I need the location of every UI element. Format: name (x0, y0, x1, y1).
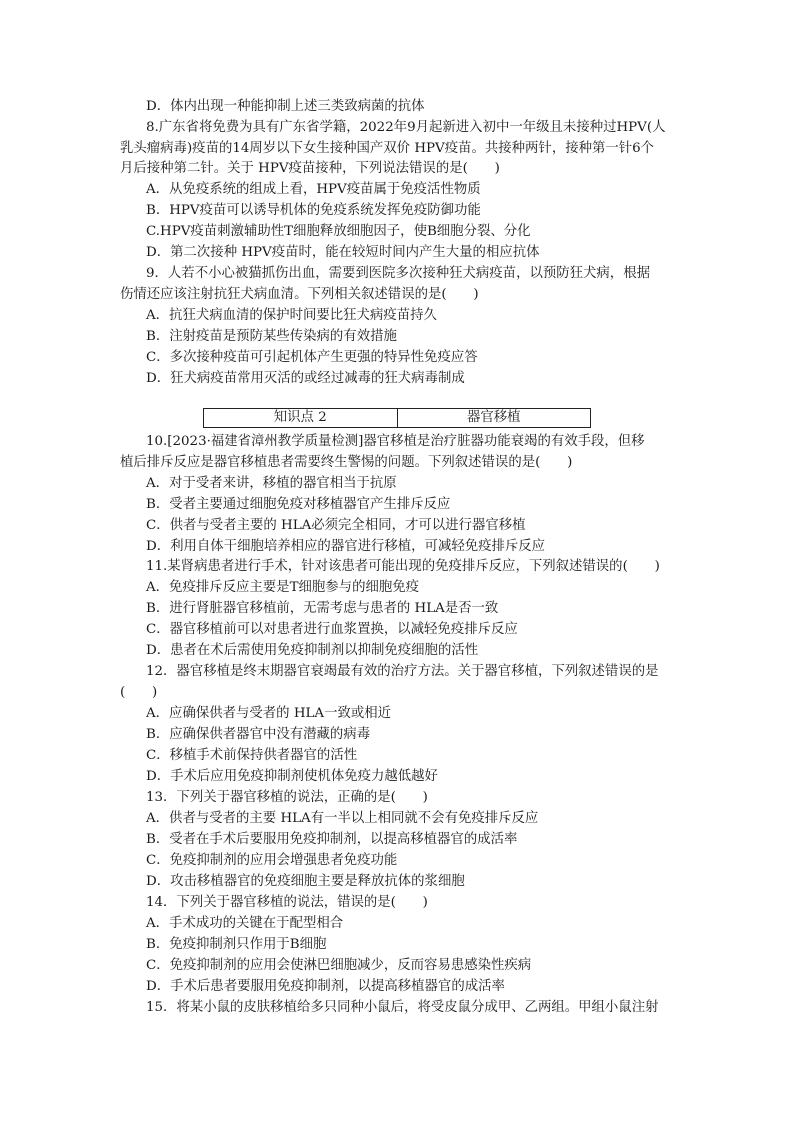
q12-option-c: C．移植手术前保持供者器官的活性 (146, 748, 358, 763)
q13-option-d: D．攻击移植器官的免疫细胞主要是释放抗体的浆细胞 (146, 874, 465, 889)
q9-option-c: C．多次接种疫苗可引起机体产生更强的特异性免疫应答 (146, 350, 478, 365)
knowledge-point-table (203, 408, 591, 428)
q13-option-b: B．受者在手术后要服用免疫抑制剂，以提高移植器官的成活率 (146, 832, 518, 847)
q9-stem-line-1: 9．人若不小心被猫抓伤出血，需要到医院多次接种狂犬病疫苗，以预防狂犬病，根据 (146, 266, 650, 281)
q13-option-a: A．供者与受者的主要 HLA有一半以上相同就不会有免疫排斥反应 (146, 811, 539, 826)
q10-option-a: A．对于受者来讲，移植的器官相当于抗原 (146, 476, 397, 491)
q11-option-a: A．免疫排斥反应主要是T细胞参与的细胞免疫 (146, 580, 420, 595)
q14-stem-line-1: 14．下列关于器官移植的说法，错误的是( ) (146, 895, 428, 910)
knowledge-point-label: 知识点 2 (273, 410, 327, 425)
q11-stem-line-1: 11.某肾病患者进行手术，针对该患者可能出现的免疫排斥反应，下列叙述错误的( ) (146, 559, 660, 574)
q12-option-a: A．应确保供者与受者的 HLA一致或相近 (146, 706, 392, 721)
knowledge-point-name: 器官移植 (397, 409, 591, 427)
q12-option-d: D．手术后应用免疫抑制剂使机体免疫力越低越好 (146, 769, 438, 784)
q13-stem-line-1: 13．下列关于器官移植的说法，正确的是( ) (146, 790, 428, 805)
q8-stem-line-3: 月后接种第二针。关于 HPV疫苗接种，下列说法错误的是( ) (120, 161, 500, 176)
q13-option-c: C．免疫抑制剂的应用会增强患者免疫功能 (146, 853, 398, 868)
q10-option-d: D．利用自体干细胞培养相应的器官进行移植，可减轻免疫排斥反应 (146, 539, 546, 554)
q14-option-b: B．免疫抑制剂只作用于B细胞 (146, 937, 327, 952)
q10-stem-line-2: 植后排斥反应是器官移植患者需要终生警惕的问题。下列叙述错误的是( ) (120, 455, 573, 470)
q11-option-d: D．患者在术后需使用免疫抑制剂以抑制免疫细胞的活性 (146, 643, 479, 658)
q9-option-b: B．注射疫苗是预防某些传染病的有效措施 (146, 329, 397, 344)
q11-option-b: B．进行肾脏器官移植前，无需考虑与患者的 HLA是否一致 (146, 601, 499, 616)
q10-stem-line-1: 10.[2023·福建省漳州教学质量检测]器官移植是治疗脏器功能衰竭的有效手段，但移 (146, 434, 645, 449)
q8-option-c: C.HPV疫苗刺激辅助性T细胞释放细胞因子，使B细胞分裂、分化 (146, 224, 531, 239)
q12-option-b: B．应确保供者器官中没有潜藏的病毒 (146, 727, 371, 742)
q14-option-a: A．手术成功的关键在于配型相合 (146, 916, 344, 931)
q9-option-d: D．狂犬病疫苗常用灭活的或经过减毒的狂犬病毒制成 (146, 371, 465, 386)
q8-option-d: D．第二次接种 HPV疫苗时，能在较短时间内产生大量的相应抗体 (146, 245, 540, 260)
q7-option-d: D．体内出现一种能抑制上述三类致病菌的抗体 (146, 99, 425, 114)
q14-option-c: C．免疫抑制剂的应用会使淋巴细胞减少，反而容易患感染性疾病 (146, 958, 532, 973)
q9-stem-line-2: 伤情还应该注射抗狂犬病血清。下列相关叙述错误的是( ) (120, 287, 479, 302)
q12-stem-line-1: 12．器官移植是终末期器官衰竭最有效的治疗方法。关于器官移植，下列叙述错误的是 (146, 664, 659, 679)
q8-stem-line-2: 乳头瘤病毒)疫苗的14周岁以下女生接种国产双价 HPV疫苗。共接种两针，接种第一针6个 (120, 141, 655, 156)
q8-stem-line-1: 8.广东省将免费为具有广东省学籍，2022年9月起新进入初中一年级且未接种过HPV(人 (146, 120, 666, 135)
q10-option-b: B．受者主要通过细胞免疫对移植器官产生排斥反应 (146, 497, 451, 512)
q8-option-a: A．从免疫系统的组成上看，HPV疫苗属于免疫活性物质 (146, 182, 481, 197)
q8-option-b: B．HPV疫苗可以诱导机体的免疫系统发挥免疫防御功能 (146, 203, 481, 218)
q12-stem-line-2: ( ) (120, 685, 158, 700)
q10-option-c: C．供者与受者主要的 HLA必须完全相同，才可以进行器官移植 (146, 518, 526, 533)
q14-option-d: D．手术后患者要服用免疫抑制剂，以提高移植器官的成活率 (146, 979, 505, 994)
q11-option-c: C．器官移植前可以对患者进行血浆置换，以减轻免疫排斥反应 (146, 622, 518, 637)
q9-option-a: A．抗狂犬病血清的保护时间要比狂犬病疫苗持久 (146, 308, 437, 323)
q15-stem-line-1: 15．将某小鼠的皮肤移植给多只同种小鼠后，将受皮鼠分成甲、乙两组。甲组小鼠注射 (146, 1000, 659, 1015)
